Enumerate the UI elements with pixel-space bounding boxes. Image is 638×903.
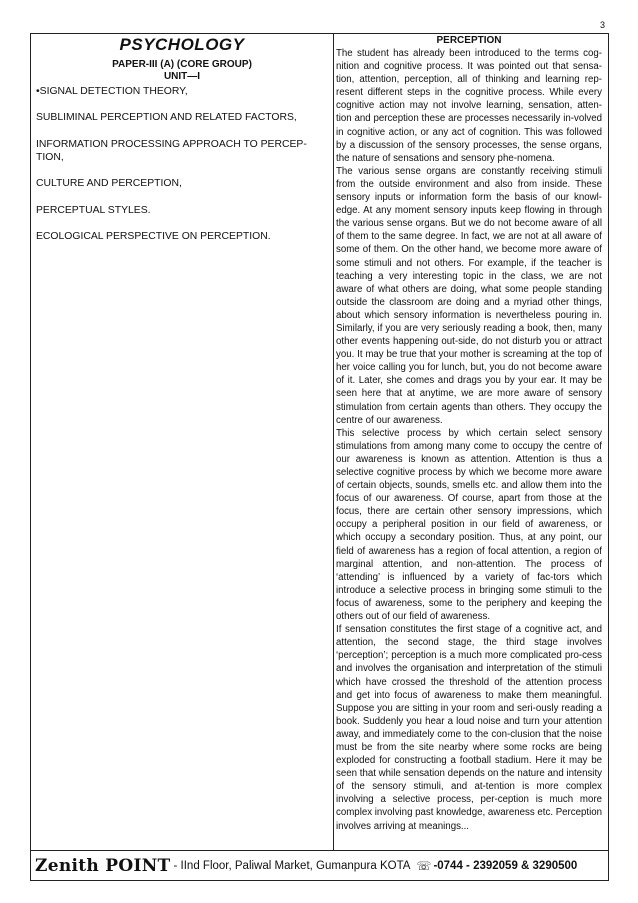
brand-name: Zenith POINT (35, 855, 171, 876)
footer-bar (30, 851, 609, 881)
subject-title: PSYCHOLOGY (119, 35, 245, 54)
topic-item: CULTURE AND PERCEPTION, (36, 178, 182, 190)
footer-address: - IInd Floor, Paliwal Market, Gumanpura KOTA (173, 859, 411, 872)
column-divider (333, 33, 334, 851)
topic-item: •SIGNAL DETECTION THEORY, (36, 86, 188, 97)
left-column (36, 35, 328, 256)
unit-heading: UNIT—I (163, 71, 201, 82)
topic-list (36, 85, 328, 243)
body-paragraph: If sensation constitutes the first stage of a cognitive act, and attention, the second stage, the third stage involves ‘perception’; perception is a much more complicated pro-cess and involves the organisation and interpretation of the stimuli which have crossed the threshold of the attention process and get into focus of awareness to make them meaningful. Suppose you are sitting in your room and seri-ously reading a book. Suddenly you hear a loud noise and turn your attention away, and immediately come to the con-clusion that the noise must be from the site nearby where some rocks are being exploded for constructing a football stadium. Here it may be seen that while sensation depends on the nature and intensity of the sensory stimuli, and at-tention is more complex involving a selective process, per-ception is much more complex involving past knowledge, awareness etc. Perception involves arriving at meanings... (336, 624, 603, 832)
topic-item: INFORMATION PROCESSING APPROACH TO PERCEP-TION, (36, 138, 307, 163)
body-paragraph: This selective process by which certain select sensory stimulations from among many come to occupy the centre of our awareness is known as attention. Attention is thus a selective cognitive process by which we become more aware of certain objects, sounds, smells etc. and allow them into the focus of our awareness. Of course, apart from those at the focus, there are certain other sensory impressions, which occupy a peripheral position in our field of awareness, or which occupy a secondary position. Thus, at any point, our field of awareness has a region of focal attention, a region of marginal attention, and non-attention. The process of ‘attending’ is influenced by a variety of fac-tors which introduce a selective process in bringing some stimuli to the focus of awareness, some to the periphery and keeping the others out of our field of awareness. (336, 427, 602, 623)
topic-item: PERCEPTUAL STYLES. (36, 204, 151, 216)
section-title: PERCEPTION (436, 35, 502, 46)
telephone-icon: ☏ (416, 858, 432, 873)
body-paragraph: The student has already been introduced to the terms cog-nition and cognitive process. It was pointed out that sensa-tion, attention, perception, all of thinking and learning rep-resent different steps in the cognitive process. While every cognitive action may not involve learning, sensation, atten-tion and perception these are processes necessarily in-volved in cognitive action, or any act of cognition. This was followed by a discussion of the sensory processes, the sense organs, the nature of sensations and sensory phe-nomena. (336, 48, 602, 164)
topic-item: SUBLIMINAL PERCEPTION AND RELATED FACTORS, (36, 112, 297, 124)
page-number: 3 (599, 20, 605, 30)
paper-heading: PAPER-III (A) (CORE GROUP) (112, 59, 252, 70)
topic-item: ECOLOGICAL PERSPECTIVE ON PERCEPTION. (36, 230, 271, 242)
body-paragraph: The various sense organs are constantly receiving stimuli from the outside environment and also from inside. These sensory inputs or information form the basis of our knowl-edge. At any moment sensory inputs keep flowing in through the various sense organs. But we do not become aware of all of them to the same degree. In fact, we are not at all aware of some of them. On the other hand, we become more aware of some stimuli and not others. For example, if the teacher is teaching a very interesting topic in the class, we are not aware of what others are doing, what some people standing outside the classroom are doing and a myriad other things, about which sensory information is nevertheless pouring in. Similarly, if you are very seriously reading a book, then, many other events happening out-side, do not disturb you or attract you. It may be true that your mother is screaming at the top of her voice calling you for lunch, but, you do not become aware of it. Later, she comes and drags you by your ear. It may be seen here that at anytime, we are more aware of sensory stimulation from certain agents than others. They occupy the centre of our awareness. (336, 165, 602, 426)
footer-phone: -0744 - 2392059 & 3290500 (433, 859, 578, 872)
right-column (336, 35, 602, 833)
